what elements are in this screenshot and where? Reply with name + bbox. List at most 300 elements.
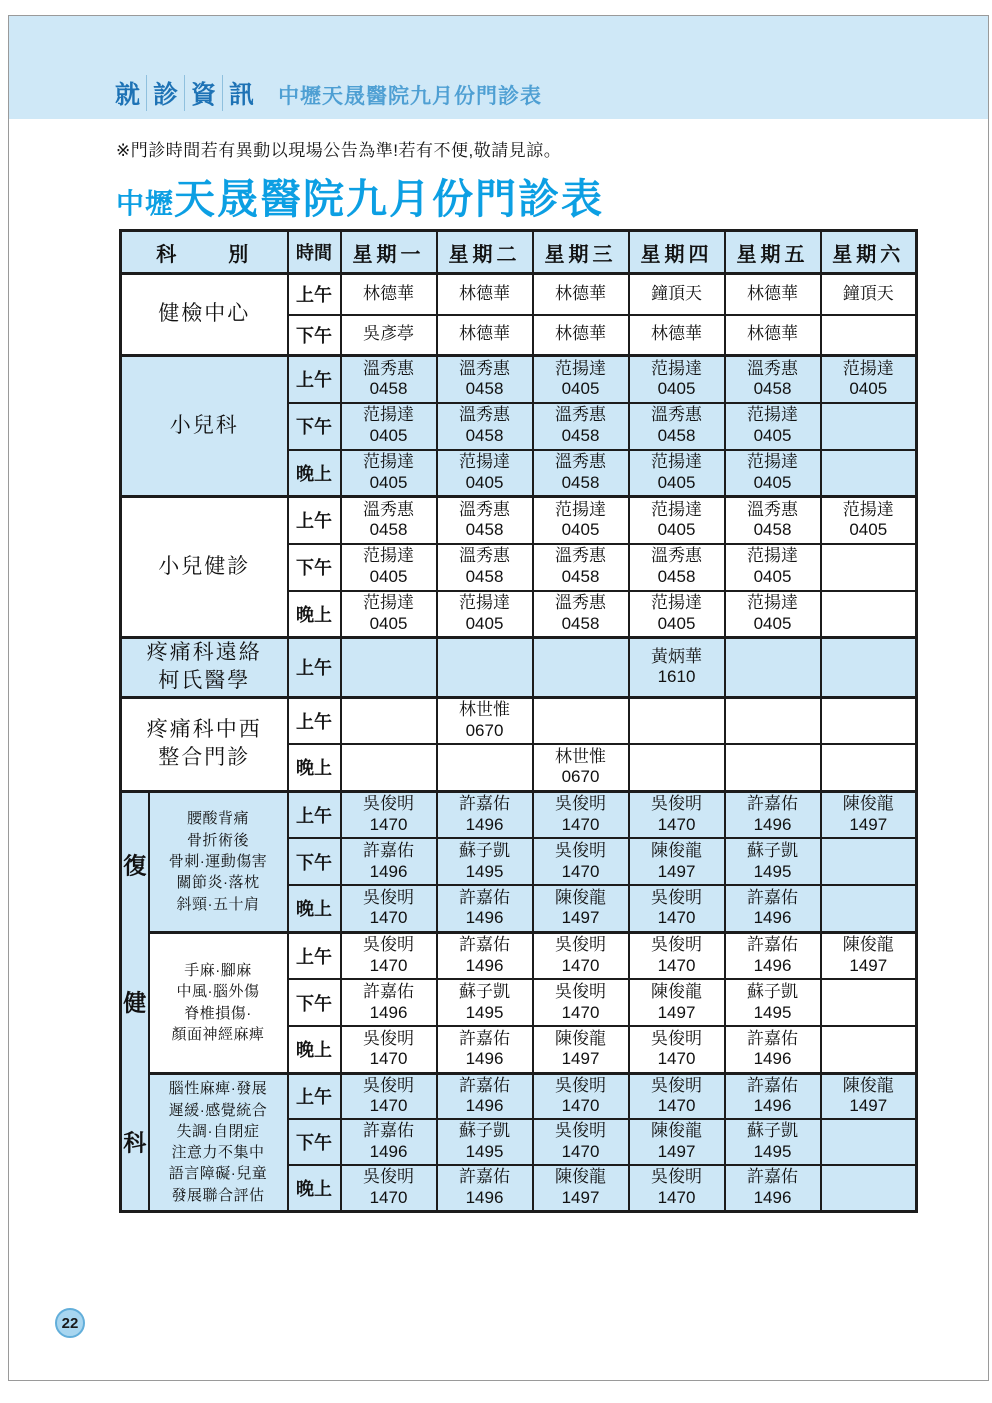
subcategory-line: 脊椎損傷· — [184, 1004, 252, 1022]
doctor-name: 吳俊明 — [555, 840, 606, 860]
band-title-char: 診 — [146, 75, 184, 111]
doctor-code: 0405 — [753, 472, 792, 492]
doctor-code: 1496 — [369, 1002, 408, 1022]
doctor-name: 林德華 — [555, 283, 606, 303]
band-title-char: 訊 — [222, 75, 260, 111]
subcategory-line: 骨折術後 — [186, 831, 249, 849]
doctor-name: 林德華 — [459, 283, 510, 303]
schedule-cell — [437, 932, 533, 979]
doctor-code: 1470 — [561, 861, 600, 881]
subcategory-line: 手麻·腳麻 — [184, 962, 252, 980]
schedule-cell — [437, 838, 533, 885]
schedule-cell — [725, 315, 821, 356]
schedule-cell — [821, 497, 917, 544]
section-label — [109, 75, 260, 111]
subcategory-line: 中風·腦外傷 — [176, 983, 260, 1001]
dept-group-char: 科 — [123, 1129, 147, 1156]
doctor-code: 1470 — [657, 1187, 696, 1207]
time-cell: 晚上 — [288, 1026, 341, 1073]
dept-line: 小兒科 — [169, 413, 239, 437]
doctor-code: 1495 — [753, 1142, 792, 1162]
doctor-name: 范揚達 — [555, 499, 606, 519]
schedule-cell — [533, 1073, 629, 1119]
doctor-code: 0458 — [561, 567, 600, 586]
schedule-cell — [629, 403, 725, 450]
doctor-name: 吳俊明 — [363, 1075, 414, 1095]
subcategory-line: 語言障礙·兒童 — [168, 1165, 268, 1183]
schedule-cell — [821, 544, 917, 591]
dept-cell — [121, 274, 288, 356]
schedule-cell — [629, 638, 725, 698]
header-band — [9, 16, 988, 119]
subcategory-line: 顏面神經麻痺 — [171, 1025, 265, 1043]
column-header: 星期五 — [725, 231, 821, 274]
column-header: 時間 — [288, 231, 341, 274]
schedule-cell — [725, 638, 821, 698]
schedule-cell — [341, 274, 437, 315]
doctor-name: 溫秀惠 — [459, 405, 510, 425]
schedule-cell — [629, 744, 725, 791]
doctor-name: 吳俊明 — [555, 794, 606, 814]
doctor-name: 許嘉佑 — [747, 1075, 798, 1095]
doctor-code: 1470 — [369, 955, 408, 975]
page-number: 22 — [61, 1314, 79, 1332]
doctor-name: 范揚達 — [651, 452, 702, 472]
schedule-cell — [437, 274, 533, 315]
doctor-code: 0405 — [369, 567, 408, 586]
schedule-cell — [821, 1119, 917, 1165]
doctor-name: 范揚達 — [747, 593, 798, 613]
doctor-code: 1496 — [465, 1096, 504, 1116]
schedule-cell — [341, 356, 437, 403]
doctor-code: 0458 — [753, 520, 792, 540]
column-header: 星期二 — [437, 231, 533, 274]
schedule-cell — [725, 979, 821, 1026]
doctor-name: 范揚達 — [651, 593, 702, 613]
schedule-cell — [629, 791, 725, 838]
doctor-code: 0458 — [561, 613, 600, 633]
doctor-name: 吳俊明 — [363, 935, 414, 955]
doctor-name: 許嘉佑 — [363, 1121, 414, 1141]
doctor-name: 許嘉佑 — [747, 1167, 798, 1187]
doctor-name: 范揚達 — [747, 452, 798, 472]
schedule-cell — [533, 885, 629, 932]
time-cell: 下午 — [288, 403, 341, 450]
dept-line: 小兒健診 — [158, 554, 251, 578]
schedule-cell — [821, 450, 917, 497]
doctor-name: 許嘉佑 — [747, 887, 798, 907]
schedule-cell — [437, 591, 533, 638]
doctor-code: 0405 — [369, 426, 408, 445]
dept-cell — [121, 356, 288, 497]
doctor-code: 1470 — [657, 1096, 696, 1116]
doctor-name: 蘇子凱 — [459, 840, 510, 860]
schedule-cell — [821, 403, 917, 450]
doctor-name: 范揚達 — [363, 452, 414, 472]
schedule-cell — [725, 356, 821, 403]
doctor-name: 吳俊明 — [651, 1028, 702, 1048]
schedule-cell — [437, 403, 533, 450]
doctor-code: 1470 — [369, 814, 408, 834]
table-row — [121, 356, 917, 403]
time-cell: 下午 — [288, 979, 341, 1026]
doctor-code: 0458 — [561, 472, 600, 492]
time-cell: 上午 — [288, 791, 341, 838]
doctor-name: 黃炳華 — [651, 646, 702, 666]
subcategory-cell — [149, 1073, 288, 1211]
table-row — [121, 274, 917, 315]
table-row — [121, 1073, 917, 1119]
header-band-content — [109, 75, 542, 111]
schedule-cell — [725, 838, 821, 885]
doctor-code: 0405 — [561, 520, 600, 540]
doctor-name: 吳俊明 — [651, 1075, 702, 1095]
column-header: 星期四 — [629, 231, 725, 274]
doctor-code: 0458 — [657, 567, 696, 586]
schedule-cell — [533, 744, 629, 791]
doctor-name: 吳彥葶 — [363, 324, 414, 344]
schedule-cell — [629, 979, 725, 1026]
doctor-code: 0405 — [465, 472, 504, 492]
table-row — [121, 497, 917, 544]
doctor-name: 范揚達 — [459, 593, 510, 613]
doctor-code: 1495 — [753, 861, 792, 881]
doctor-name: 許嘉佑 — [747, 794, 798, 814]
time-cell: 上午 — [288, 932, 341, 979]
schedule-cell — [437, 1165, 533, 1211]
title-main: 天晟醫院九月份門診表 — [174, 176, 605, 222]
time-cell: 上午 — [288, 356, 341, 403]
schedule-cell — [725, 591, 821, 638]
doctor-name: 吳俊明 — [363, 1167, 414, 1187]
table-row — [121, 638, 917, 698]
schedule-cell — [821, 638, 917, 698]
column-header: 星期三 — [533, 231, 629, 274]
schedule-cell — [629, 356, 725, 403]
header-row — [121, 231, 917, 274]
doctor-code: 1495 — [465, 1142, 504, 1162]
doctor-name: 吳俊明 — [651, 935, 702, 955]
schedule-cell — [341, 885, 437, 932]
schedule-cell — [341, 591, 437, 638]
table-row — [121, 932, 917, 979]
doctor-code: 1470 — [561, 1002, 600, 1022]
doctor-name: 陳俊龍 — [651, 1121, 702, 1141]
doctor-name: 許嘉佑 — [363, 840, 414, 860]
subcategory-line: 腰酸背痛 — [186, 810, 249, 828]
doctor-name: 許嘉佑 — [459, 887, 510, 907]
schedule-cell — [437, 697, 533, 744]
schedule-cell — [533, 274, 629, 315]
schedule-cell — [341, 1165, 437, 1211]
schedule-cell — [341, 744, 437, 791]
schedule-cell — [725, 791, 821, 838]
schedule-cell — [821, 1165, 917, 1211]
schedule-cell — [533, 1119, 629, 1165]
doctor-name: 許嘉佑 — [459, 935, 510, 955]
time-cell: 晚上 — [288, 450, 341, 497]
schedule-cell — [725, 932, 821, 979]
schedule-cell — [437, 979, 533, 1026]
schedule-cell — [629, 544, 725, 591]
doctor-name: 范揚達 — [363, 593, 414, 613]
schedule-cell — [341, 979, 437, 1026]
schedule-cell — [533, 591, 629, 638]
doctor-name: 吳俊明 — [363, 887, 414, 907]
doctor-name: 溫秀惠 — [555, 405, 606, 425]
dept-group-char: 健 — [123, 989, 147, 1016]
doctor-name: 吳俊明 — [555, 935, 606, 955]
doctor-name: 許嘉佑 — [747, 935, 798, 955]
time-cell: 晚上 — [288, 744, 341, 791]
table-row — [121, 697, 917, 744]
schedule-cell — [341, 1073, 437, 1119]
doctor-code: 1497 — [657, 1142, 696, 1162]
schedule-cell — [629, 1119, 725, 1165]
schedule-cell — [437, 544, 533, 591]
doctor-name: 范揚達 — [555, 358, 606, 378]
doctor-name: 溫秀惠 — [459, 499, 510, 519]
doctor-name: 許嘉佑 — [459, 794, 510, 814]
doctor-code: 1497 — [849, 814, 888, 834]
schedule-cell — [341, 638, 437, 698]
doctor-code: 0458 — [465, 426, 504, 445]
schedule-cell — [629, 885, 725, 932]
doctor-code: 0405 — [657, 379, 696, 399]
doctor-code: 0405 — [753, 567, 792, 586]
doctor-code: 1496 — [753, 908, 792, 928]
time-cell: 上午 — [288, 697, 341, 744]
schedule-cell — [725, 1026, 821, 1073]
schedule-cell — [341, 932, 437, 979]
schedule-cell — [533, 450, 629, 497]
doctor-name: 蘇子凱 — [459, 981, 510, 1001]
time-cell: 晚上 — [288, 885, 341, 932]
doctor-name: 蘇子凱 — [459, 1121, 510, 1141]
doctor-name: 蘇子凱 — [747, 1121, 798, 1141]
doctor-name: 范揚達 — [747, 405, 798, 425]
doctor-code: 0405 — [369, 472, 408, 492]
doctor-code: 1470 — [657, 955, 696, 975]
doctor-name: 吳俊明 — [555, 1121, 606, 1141]
schedule-cell — [341, 315, 437, 356]
doctor-code: 1470 — [657, 1049, 696, 1069]
schedule-cell — [821, 744, 917, 791]
notice-text: ※門診時間若有異動以現場公告為準!若有不便,敬請見諒。 — [116, 141, 562, 160]
page-number-badge — [55, 1308, 85, 1338]
doctor-code: 1495 — [465, 1002, 504, 1022]
schedule-cell — [341, 403, 437, 450]
page-title — [116, 166, 604, 225]
schedule-cell — [437, 1119, 533, 1165]
doctor-name: 溫秀惠 — [555, 546, 606, 566]
doctor-code: 1496 — [369, 861, 408, 881]
doctor-code: 1496 — [369, 1142, 408, 1162]
schedule-cell — [533, 638, 629, 698]
doctor-code: 1470 — [369, 1049, 408, 1069]
doctor-name: 吳俊明 — [555, 981, 606, 1001]
subcategory-cell — [149, 932, 288, 1073]
schedule-cell — [437, 885, 533, 932]
dept-line: 疼痛科中西 — [146, 717, 262, 741]
doctor-code: 0405 — [849, 379, 888, 399]
time-cell: 上午 — [288, 497, 341, 544]
doctor-name: 陳俊龍 — [555, 887, 606, 907]
dept-line: 整合門診 — [158, 746, 251, 770]
schedule-cell — [533, 1026, 629, 1073]
doctor-code: 1610 — [657, 667, 696, 687]
schedule-cell — [437, 497, 533, 544]
schedule-cell — [725, 497, 821, 544]
schedule-cell — [629, 591, 725, 638]
doctor-name: 溫秀惠 — [459, 358, 510, 378]
doctor-name: 陳俊龍 — [555, 1028, 606, 1048]
doctor-name: 蘇子凱 — [747, 840, 798, 860]
doctor-name: 林德華 — [747, 324, 798, 344]
schedule-cell — [533, 544, 629, 591]
doctor-code: 1496 — [465, 955, 504, 975]
schedule-cell — [629, 274, 725, 315]
schedule-cell — [341, 1119, 437, 1165]
schedule-cell — [821, 697, 917, 744]
doctor-name: 鐘頂天 — [842, 283, 894, 303]
doctor-code: 1470 — [561, 814, 600, 834]
doctor-name: 范揚達 — [459, 452, 510, 472]
doctor-name: 吳俊明 — [651, 794, 702, 814]
doctor-code: 1470 — [369, 908, 408, 928]
doctor-name: 林世惟 — [555, 746, 606, 766]
doctor-code: 1497 — [657, 861, 696, 881]
schedule-cell — [341, 838, 437, 885]
schedule-table — [119, 229, 918, 1213]
schedule-cell — [821, 591, 917, 638]
doctor-code: 0405 — [369, 613, 408, 633]
schedule-cell — [341, 450, 437, 497]
column-header: 科 別 — [121, 231, 288, 274]
schedule-cell — [629, 497, 725, 544]
schedule-cell — [821, 791, 917, 838]
subcategory-cell — [149, 791, 288, 932]
doctor-code: 1470 — [561, 1142, 600, 1162]
doctor-code: 1497 — [561, 1187, 600, 1207]
schedule-cell — [725, 544, 821, 591]
doctor-name: 溫秀惠 — [747, 358, 798, 378]
schedule-cell — [341, 791, 437, 838]
doctor-name: 許嘉佑 — [459, 1028, 510, 1048]
doctor-name: 鐘頂天 — [651, 283, 702, 303]
doctor-name: 陳俊龍 — [842, 1075, 894, 1095]
schedule-cell — [533, 838, 629, 885]
doctor-name: 陳俊龍 — [651, 981, 702, 1001]
doctor-code: 1496 — [753, 955, 792, 975]
doctor-name: 陳俊龍 — [651, 840, 702, 860]
band-subtitle: 中壢天晟醫院九月份門診表 — [278, 85, 543, 108]
doctor-name: 范揚達 — [842, 499, 894, 519]
time-cell: 下午 — [288, 544, 341, 591]
subcategory-line: 腦性麻痺·發展 — [168, 1080, 268, 1098]
doctor-code: 1496 — [465, 908, 504, 928]
schedule-cell — [533, 979, 629, 1026]
schedule-cell — [821, 885, 917, 932]
subcategory-line: 發展聯合評估 — [171, 1186, 265, 1204]
doctor-code: 0405 — [657, 520, 696, 540]
doctor-code: 1496 — [753, 814, 792, 834]
dept-cell — [121, 638, 288, 698]
doctor-name: 林德華 — [747, 283, 798, 303]
column-header: 星期六 — [821, 231, 917, 274]
band-title-char: 就 — [115, 81, 141, 109]
doctor-name: 溫秀惠 — [555, 593, 606, 613]
doctor-code: 0458 — [561, 426, 600, 445]
schedule-cell — [341, 544, 437, 591]
doctor-code: 0405 — [849, 520, 888, 540]
doctor-code: 0458 — [369, 520, 408, 540]
doctor-code: 1497 — [849, 955, 888, 975]
doctor-name: 范揚達 — [363, 546, 414, 566]
doctor-name: 范揚達 — [747, 546, 798, 566]
dept-cell — [121, 497, 288, 638]
doctor-name: 吳俊明 — [651, 1167, 702, 1187]
doctor-code: 0405 — [657, 613, 696, 633]
doctor-code: 0458 — [657, 426, 696, 445]
doctor-name: 溫秀惠 — [363, 358, 414, 378]
doctor-code: 1497 — [657, 1002, 696, 1022]
schedule-cell — [725, 1165, 821, 1211]
doctor-code: 1497 — [561, 1049, 600, 1069]
column-header: 星期一 — [341, 231, 437, 274]
doctor-name: 許嘉佑 — [459, 1167, 510, 1187]
doctor-code: 1470 — [657, 814, 696, 834]
doctor-name: 蘇子凱 — [747, 981, 798, 1001]
schedule-cell — [725, 885, 821, 932]
dept-group-char: 復 — [123, 852, 147, 879]
doctor-code: 1497 — [561, 908, 600, 928]
band-title-char: 資 — [184, 75, 222, 111]
schedule-cell — [341, 497, 437, 544]
schedule-cell — [821, 356, 917, 403]
title-prefix: 中壢 — [116, 188, 175, 219]
schedule-cell — [533, 697, 629, 744]
schedule-cell — [437, 638, 533, 698]
time-cell: 晚上 — [288, 591, 341, 638]
dept-group-label — [121, 791, 149, 1211]
doctor-name: 范揚達 — [842, 358, 894, 378]
doctor-code: 1496 — [753, 1096, 792, 1116]
doctor-name: 許嘉佑 — [459, 1075, 510, 1095]
schedule-cell — [533, 791, 629, 838]
table-row — [121, 791, 917, 838]
doctor-code: 1470 — [561, 1096, 600, 1116]
schedule-cell — [629, 697, 725, 744]
doctor-code: 1496 — [753, 1049, 792, 1069]
schedule-cell — [437, 1073, 533, 1119]
magazine-page — [8, 15, 989, 1381]
schedule-cell — [821, 315, 917, 356]
doctor-code: 1470 — [369, 1096, 408, 1116]
doctor-code: 0670 — [465, 720, 504, 740]
schedule-cell — [821, 979, 917, 1026]
doctor-code: 0405 — [753, 426, 792, 445]
doctor-code: 1496 — [465, 1187, 504, 1207]
schedule-cell — [725, 697, 821, 744]
schedule-cell — [437, 791, 533, 838]
schedule-cell — [725, 744, 821, 791]
subcategory-line: 注意力不集中 — [171, 1144, 265, 1162]
subcategory-line: 遲緩·感覺統合 — [168, 1101, 268, 1119]
schedule-cell — [629, 315, 725, 356]
schedule-cell — [533, 315, 629, 356]
time-cell: 上午 — [288, 638, 341, 698]
